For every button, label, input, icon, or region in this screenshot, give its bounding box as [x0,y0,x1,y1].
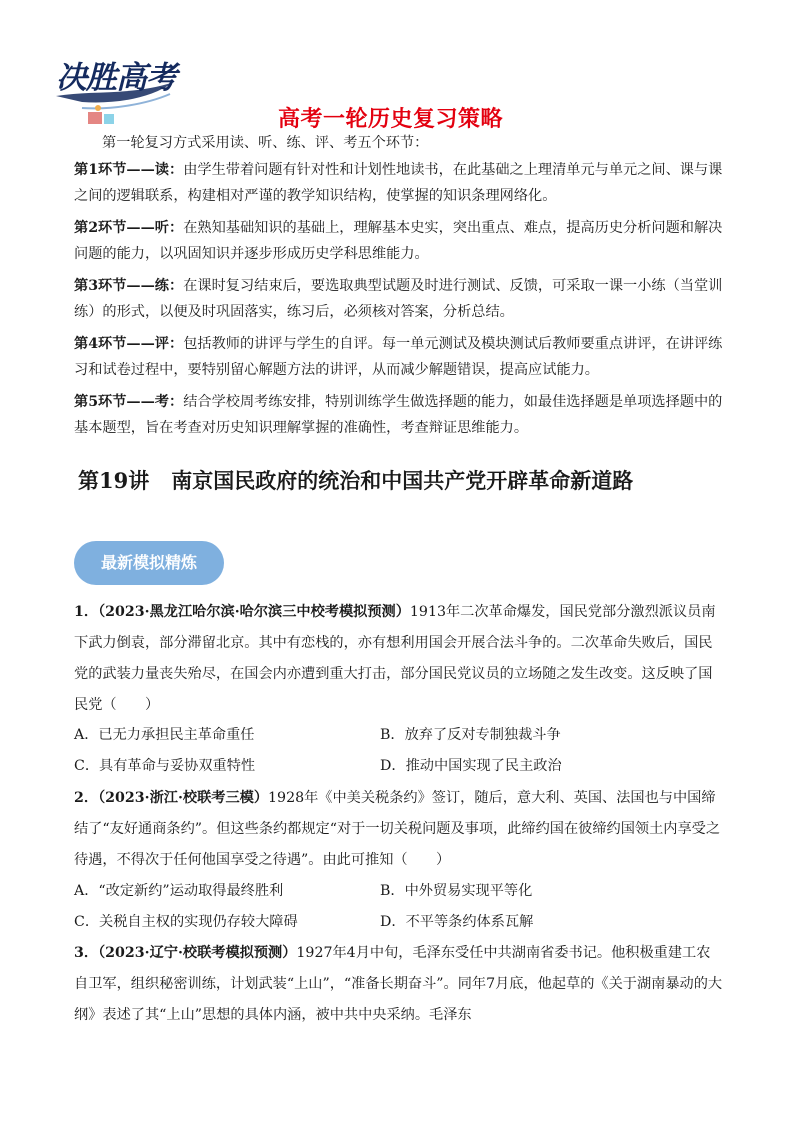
step-5 [74,389,724,442]
logo [52,50,177,130]
question-1 [74,597,724,713]
question-1-source: 1．（2023·黑龙江哈尔滨·哈尔滨三中校考模拟预测） [74,604,410,620]
step-4-label: 第4环节——评： [74,336,184,352]
step-2 [74,215,724,268]
step-3-label: 第3环节——练： [74,278,184,294]
question-1-option-a[interactable]: A．已无力承担民主革命重任 [74,727,255,743]
step-5-text: 结合学校周考练安排，特别训练学生做选择题的能力，如最佳选择题是单项选择题中的基本题型，旨在考查对历史知识理解掌握的准确性，考查辩证思维能力。 [74,394,723,437]
question-3-text: 1927年4月中旬，毛泽东受任中共湖南省委书记。他积极重建工农自卫军，组织秘密训练，计划武装“上山”，“准备长期奋斗”。同年7月底，他起草的《关于湖南暴动的大纲》表述了其“上山”思想的具体内涵，被中共中央采纳。毛泽东 [74,945,723,1023]
question-2-source: 2．（2023·浙江·校联考三模） [74,790,269,806]
step-2-label: 第2环节——听： [74,220,184,236]
lecture-heading [78,465,633,495]
question-2-text: 1928年《中美关税条约》签订，随后，意大利、英国、法国也与中国缔结了“友好通商条约”。但这些条约都规定“对于一切关税问题及事项，此缔约国在彼缔约国领土内享受之待遇，不得次于任何他国享受之待遇”。由此可推知（ ） [74,790,721,868]
step-4 [74,331,724,384]
question-1-option-d[interactable]: D．推动中国实现了民主政治 [380,758,562,774]
question-2-option-b[interactable]: B．中外贸易实现平等化 [380,883,533,899]
intro-paragraph: 第一轮复习方式采用读、听、练、评、考五个环节： [102,135,429,151]
step-1-label: 第1环节——读： [74,162,184,178]
step-3 [74,273,724,326]
question-2-option-a[interactable]: A．“改定新约”运动取得最终胜利 [74,883,284,899]
question-1-text: 1913年二次革命爆发，国民党部分激烈派议员南下武力倒袁，部分滞留北京。其中有恋栈的，亦有想利用国会开展合法斗争的。二次革命失败后，国民党的武装力量丧失殆尽，在国会内亦遭到重大打击，部分国民党议员的立场随之发生改变。这反映了国民党（ ） [74,604,716,713]
step-3-text: 在课时复习结束后，要选取典型试题及时进行测试、反馈，可采取一课一小练（当堂训练）的形式，以便及时巩固落实，练习后，必须核对答案，分析总结。 [74,278,723,321]
question-2-option-c[interactable]: C．关税自主权的实现仍存较大障碍 [74,914,298,930]
logo-text: 决胜高考 [56,60,176,96]
step-5-label: 第5环节——考： [74,394,184,410]
step-2-text: 在熟知基础知识的基础上，理解基本史实，突出重点、难点，提高历史分析问题和解决问题的能力，以巩固知识并逐步形成历史学科思维能力。 [74,220,723,263]
question-2 [74,783,724,876]
step-4-text: 包括教师的讲评与学生的自评。每一单元测试及模块测试后教师要重点讲评，在讲评练习和试卷过程中，要特别留心解题方法的讲评，从而减少解题错误，提高应试能力。 [74,336,723,379]
lecture-number: 第19讲 [78,468,150,493]
question-2-option-d[interactable]: D．不平等条约体系瓦解 [380,914,534,930]
step-1-text: 由学生带着问题有针对性和计划性地读书，在此基础之上理清单元与单元之间、课与课之间的逻辑联系，构建相对严谨的教学知识结构，使掌握的知识条理网络化。 [74,162,723,205]
page-title: 高考一轮历史复习策略 [278,107,504,132]
question-1-option-b[interactable]: B．放弃了反对专制独裁斗争 [380,727,561,743]
lecture-title: 南京国民政府的统治和中国共产党开辟革命新道路 [171,468,634,493]
question-3-source: 3．（2023·辽宁·校联考模拟预测） [74,945,297,961]
question-1-option-c[interactable]: C．具有革命与妥协双重特性 [74,758,256,774]
step-1 [74,157,724,210]
section-badge: 最新模拟精炼 [74,541,224,585]
question-3 [74,938,724,1031]
